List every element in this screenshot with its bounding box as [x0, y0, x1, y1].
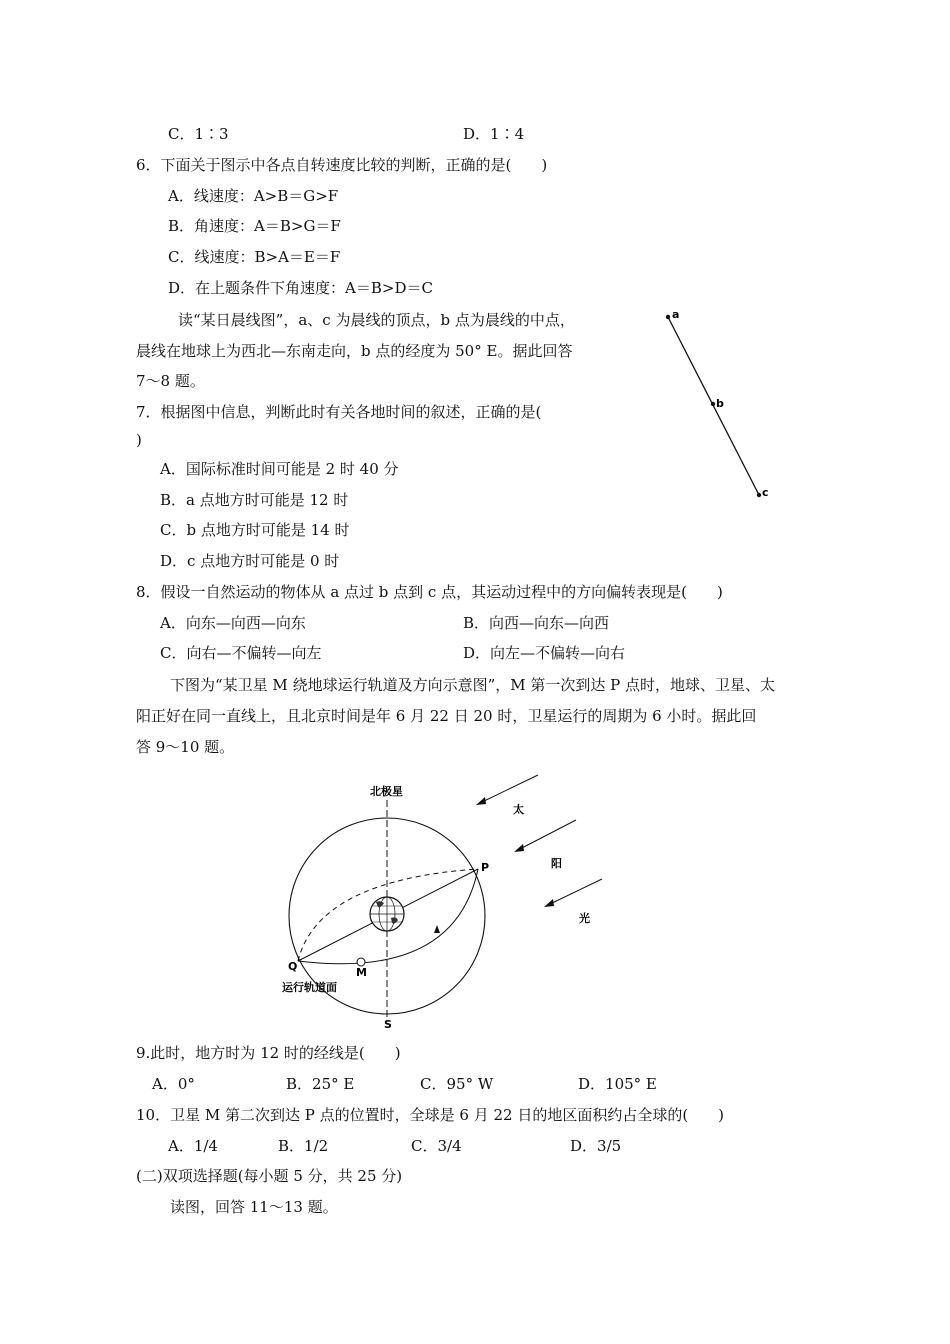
q8-option-a: A．向东—向西—向东	[160, 614, 306, 632]
q7-stem-line2: )	[136, 431, 142, 449]
label-q: Q	[288, 960, 298, 973]
q6-option-d: D．在上题条件下角速度：A＝B>D＝C	[168, 279, 433, 297]
label-sun-char3: 光	[579, 912, 590, 925]
intro-910-line2: 阳正好在同一直线上，且北京时间是年 6 月 22 日 20 时，卫星运行的周期为 6 小时。据此回	[136, 707, 757, 725]
label-sun-char2: 阳	[551, 857, 562, 870]
intro-78-line1: 读“某日晨线图”，a、c 为晨线的顶点，b 点为晨线的中点，	[178, 311, 575, 329]
q6-option-a: A．线速度：A>B＝G>F	[168, 187, 339, 205]
q9-option-c: C．95° W	[420, 1075, 494, 1093]
q7-option-a: A．国际标准时间可能是 2 时 40 分	[160, 460, 399, 478]
q7-option-c: C．b 点地方时可能是 14 时	[160, 521, 350, 539]
q9-stem: 9.此时，地方时为 12 时的经线是( )	[136, 1044, 401, 1062]
q6-option-c: C．线速度：B>A＝E＝F	[168, 248, 341, 266]
q7-option-d: D．c 点地方时可能是 0 时	[160, 552, 340, 570]
q8-option-b: B．向西—向东—向西	[463, 614, 610, 632]
q6-option-b: B．角速度：A＝B>G＝F	[168, 217, 341, 235]
label-c: c	[762, 486, 769, 499]
intro-910-line3: 答 9～10 题。	[136, 738, 235, 756]
q10-stem: 10．卫星 M 第二次到达 P 点的位置时，全球是 6 月 22 日的地区面积约占全球的( )	[136, 1106, 725, 1124]
q5-option-c: C．1∶3	[168, 125, 229, 143]
label-a: a	[672, 308, 680, 321]
label-sun-char1: 太	[513, 803, 524, 816]
label-orbit-plane: 运行轨道面	[282, 981, 337, 994]
q8-option-c: C．向右—不偏转—向左	[160, 644, 322, 662]
q10-option-d: D．3/5	[570, 1137, 622, 1155]
intro-78-line3: 7～8 题。	[136, 372, 205, 390]
q10-option-b: B．1/2	[278, 1137, 329, 1155]
label-polaris: 北极星	[370, 785, 403, 798]
q8-option-d: D．向左—不偏转—向右	[463, 644, 626, 662]
q10-option-c: C．3/4	[411, 1137, 462, 1155]
label-b: b	[716, 397, 724, 410]
q9-option-b: B．25° E	[286, 1075, 355, 1093]
q6-stem: 6．下面关于图示中各点自转速度比较的判断，正确的是( )	[136, 156, 548, 174]
q8-stem: 8．假设一自然运动的物体从 a 点过 b 点到 c 点，其运动过程中的方向偏转表现是( )	[136, 583, 723, 601]
label-m: M	[356, 966, 367, 979]
label-s: S	[384, 1018, 392, 1031]
q5-option-d: D．1∶4	[463, 125, 525, 143]
q7-stem-line1: 7．根据图中信息，判断此时有关各地时间的叙述，正确的是(	[136, 403, 542, 421]
q10-option-a: A．1/4	[168, 1137, 218, 1155]
q9-option-a: A．0°	[152, 1075, 195, 1093]
orbit-direction-arrow	[434, 925, 440, 933]
intro-910-line1: 下图为“某卫星 M 绕地球运行轨道及方向示意图”，M 第一次到达 P 点时，地球、卫星、太	[170, 676, 775, 694]
q7-option-b: B．a 点地方时可能是 12 时	[160, 491, 349, 509]
satellite-m	[357, 958, 365, 966]
section2-title: (二)双项选择题(每小题 5 分，共 25 分)	[136, 1167, 403, 1185]
label-p: P	[481, 861, 490, 874]
earth-globe	[370, 897, 404, 931]
q9-option-d: D．105° E	[578, 1075, 657, 1093]
intro-78-line2: 晨线在地球上为西北—东南走向，b 点的经度为 50° E。据此回答	[136, 342, 573, 360]
section2-intro: 读图，回答 11～13 题。	[170, 1198, 338, 1216]
sunlight-arrows	[476, 775, 602, 907]
